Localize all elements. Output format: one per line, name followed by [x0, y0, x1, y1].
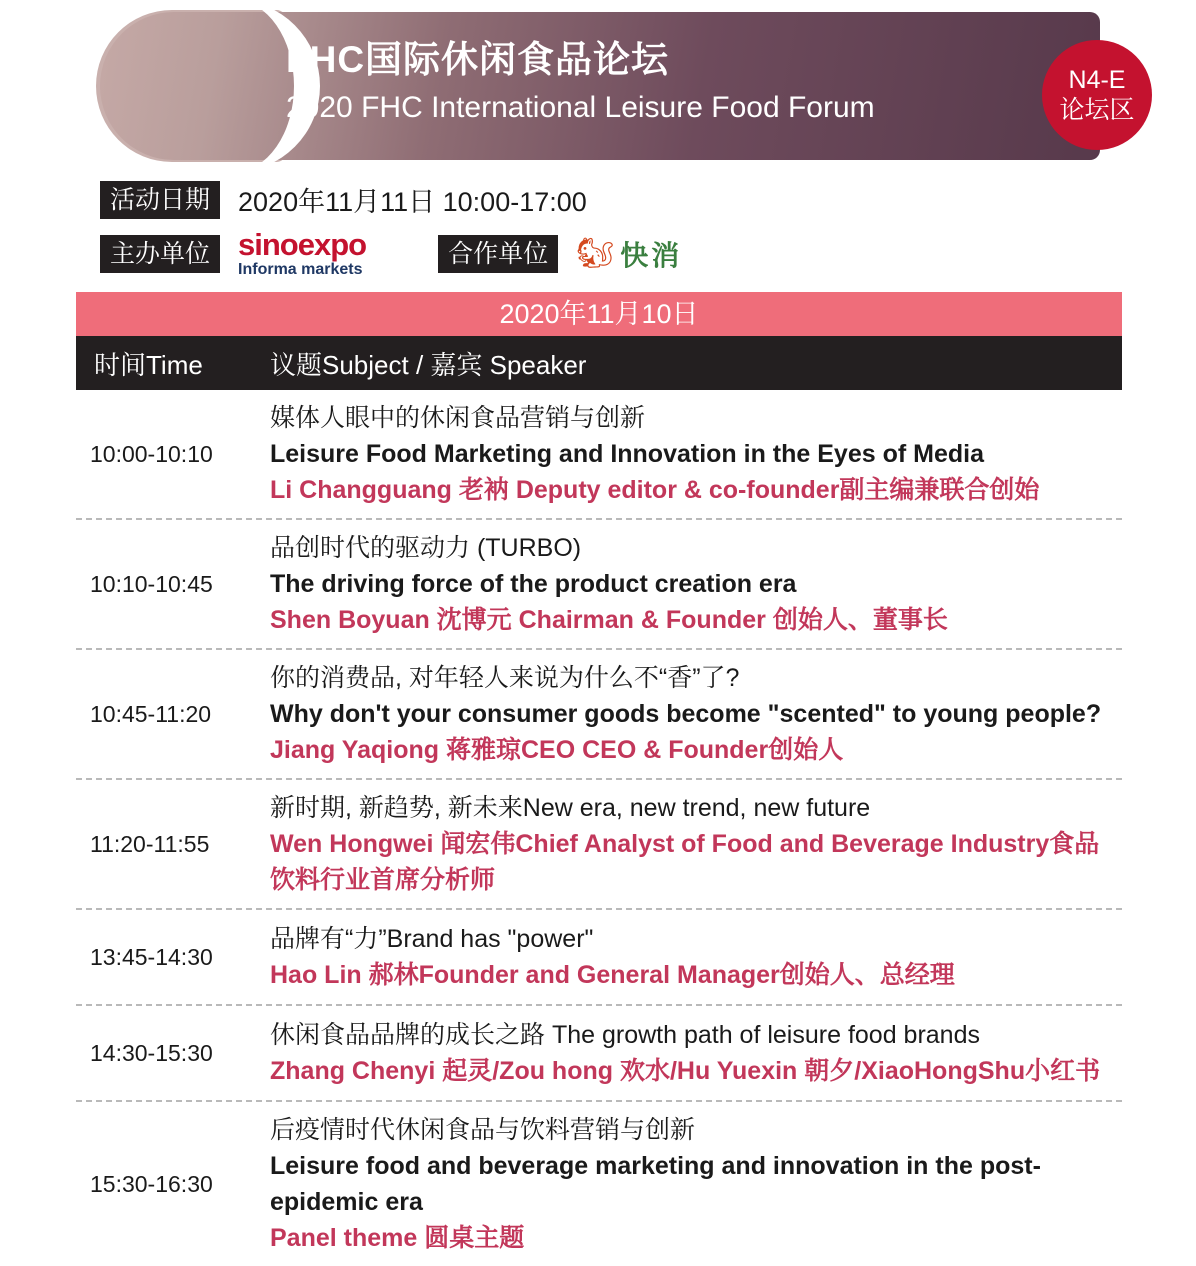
session-time: 14:30-15:30: [90, 1039, 213, 1066]
partner-label: 合作单位: [438, 235, 558, 273]
organizer-row: [100, 229, 1196, 278]
session-time: 11:20-11:55: [90, 830, 210, 857]
session-body: [262, 660, 1122, 768]
session-speaker: Li Changguang 老衲 Deputy editor & co-founder副主编兼联合创始: [270, 476, 1040, 505]
session-title-en: Leisure food and beverage marketing and innovation in the post-epidemic era: [270, 1152, 1041, 1217]
session-title-cn: 休闲食品品牌的成长之路 The growth path of leisure food brands: [270, 1021, 980, 1050]
squirrel-icon: 🐿: [576, 236, 615, 270]
session-time: 10:10-10:45: [90, 570, 213, 597]
event-info: [100, 180, 1196, 278]
session-speaker: Shen Boyuan 沈博元 Chairman & Founder 创始人、董事长: [270, 606, 948, 635]
table-row: [76, 1102, 1122, 1266]
session-time: 10:00-10:10: [90, 440, 213, 467]
session-title-cn: 你的消费品, 对年轻人来说为什么不“香”了?: [270, 664, 740, 693]
session-speaker: Panel theme 圆桌主题: [270, 1224, 525, 1253]
hall-badge-code: N4-E: [1068, 66, 1126, 94]
table-row: [76, 650, 1122, 780]
table-row: [76, 910, 1122, 1006]
sinoexpo-logo: [238, 229, 366, 278]
session-body: [262, 921, 1122, 993]
hall-badge: [1042, 40, 1152, 150]
schedule-header-row: [76, 336, 1122, 390]
sinoexpo-logo-main: sinoexpo: [238, 227, 367, 262]
hall-badge-zone: 论坛区: [1059, 96, 1135, 124]
schedule-date-bar: 2020年11月10日: [76, 292, 1122, 336]
forum-banner: [0, 0, 1196, 172]
session-speaker: Zhang Chenyi 起灵/Zou hong 欢水/Hu Yuexin 朝夕/XiaoHongShu小红书: [270, 1057, 1101, 1086]
session-title-en: Leisure Food Marketing and Innovation in the Eyes of Media: [270, 440, 984, 469]
table-row: [76, 780, 1122, 910]
session-body: [262, 400, 1122, 508]
forum-title-en: 2020 FHC International Leisure Food Forum: [286, 91, 875, 124]
session-body: [262, 1017, 1122, 1089]
event-date-row: [100, 180, 1196, 219]
session-title-en: The driving force of the product creation era: [270, 570, 797, 599]
session-speaker: Hao Lin 郝林Founder and General Manager创始人、总经理: [270, 961, 955, 990]
session-body: [262, 530, 1122, 638]
session-body: [262, 790, 1122, 898]
partner-logo: [576, 234, 682, 274]
event-date-value: 2020年11月11日 10:00-17:00: [238, 187, 587, 217]
schedule-table: [76, 292, 1122, 1266]
session-title-cn: 品创时代的驱动力 (TURBO): [270, 534, 582, 563]
session-time: 10:45-11:20: [90, 700, 212, 727]
session-title-en: Why don't your consumer goods become "scented" to young people?: [270, 700, 1102, 729]
column-header-subject: 议题Subject / 嘉宾 Speaker: [270, 349, 587, 380]
session-speaker: Jiang Yaqiong 蒋雅琼CEO CEO & Founder创始人: [270, 736, 844, 765]
event-date-label: 活动日期: [100, 181, 220, 219]
partner-logo-text: 快消: [620, 239, 683, 271]
organizer-label: 主办单位: [100, 235, 220, 273]
table-row: [76, 520, 1122, 650]
session-title-cn: 品牌有“力”Brand has "power": [270, 925, 594, 954]
sinoexpo-logo-sub: Informa markets: [238, 260, 363, 278]
session-title-cn: 新时期, 新趋势, 新未来New era, new trend, new future: [270, 794, 871, 823]
forum-title-cn: FHC国际休闲食品论坛: [286, 39, 670, 80]
session-body: [262, 1112, 1122, 1256]
column-header-time: 时间Time: [94, 349, 203, 380]
banner-title-block: [286, 38, 986, 128]
session-speaker: Wen Hongwei 闻宏伟Chief Analyst of Food and Beverage Industry食品饮料行业首席分析师: [270, 830, 1100, 895]
session-time: 13:45-14:30: [90, 943, 213, 970]
session-time: 15:30-16:30: [90, 1170, 213, 1197]
session-title-cn: 媒体人眼中的休闲食品营销与创新: [270, 404, 646, 433]
session-title-cn: 后疫情时代休闲食品与饮料营销与创新: [270, 1116, 696, 1145]
table-row: [76, 390, 1122, 520]
table-row: [76, 1006, 1122, 1102]
